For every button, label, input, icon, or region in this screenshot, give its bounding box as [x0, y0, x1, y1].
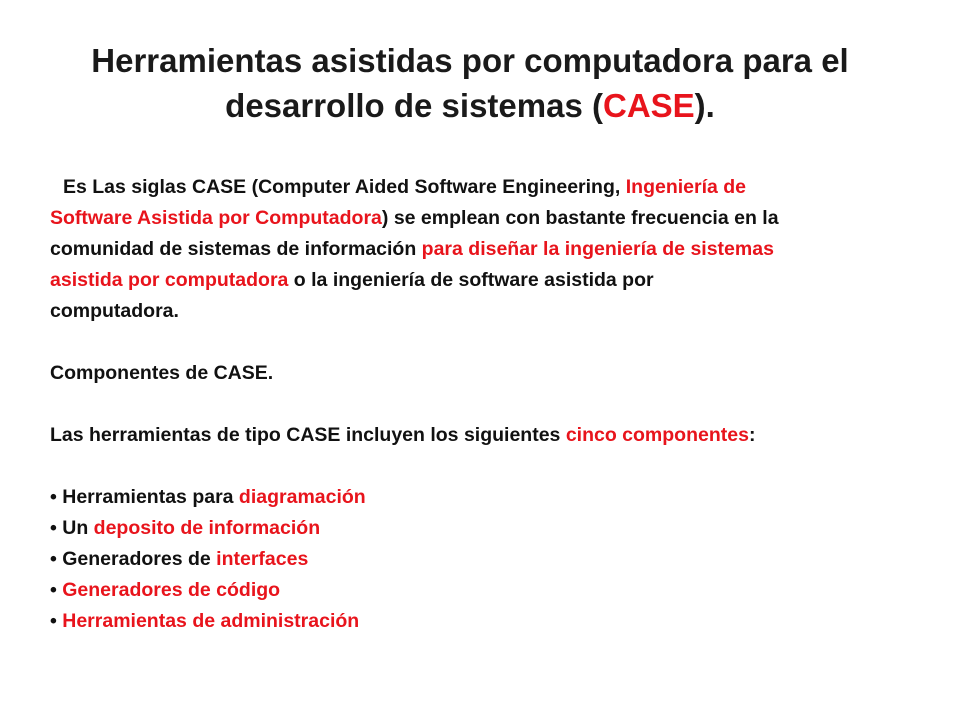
intro-line-1: Es Las siglas CASE (Computer Aided Software Engineering, Ingeniería de	[63, 176, 747, 198]
list-item: • Un deposito de información	[50, 517, 321, 539]
bullet-icon: •	[50, 610, 57, 632]
components-intro: Las herramientas de tipo CASE incluyen los siguientes cinco componentes:	[50, 424, 756, 446]
list-item: • Herramientas de administración	[50, 610, 360, 632]
title-line-1: Herramientas asistidas por computadora para el	[91, 42, 849, 79]
intro-line-5: computadora.	[50, 300, 179, 322]
title-case-highlight: CASE	[602, 87, 695, 124]
bullet-icon: •	[50, 517, 57, 539]
title-line-2-end: ).	[694, 87, 715, 124]
intro-line-3: comunidad de sistemas de información para diseñar la ingeniería de sistemas	[50, 238, 774, 260]
intro-paragraph	[50, 172, 930, 327]
components-heading: Componentes de CASE.	[50, 362, 274, 384]
bullet-icon: •	[50, 548, 57, 570]
list-item: • Generadores de interfaces	[50, 548, 309, 570]
components-list	[50, 482, 930, 637]
list-item: • Generadores de código	[50, 579, 281, 601]
bullet-icon: •	[50, 579, 57, 601]
slide-title	[20, 38, 920, 128]
intro-line-2: Software Asistida por Computadora) se emplean con bastante frecuencia en la	[50, 207, 779, 229]
intro-line-4: asistida por computadora o la ingeniería de software asistida por	[50, 269, 654, 291]
title-line-2: desarrollo de sistemas (	[225, 87, 603, 124]
slide-body	[50, 172, 930, 637]
bullet-icon: •	[50, 486, 57, 508]
list-item: • Herramientas para diagramación	[50, 486, 366, 508]
